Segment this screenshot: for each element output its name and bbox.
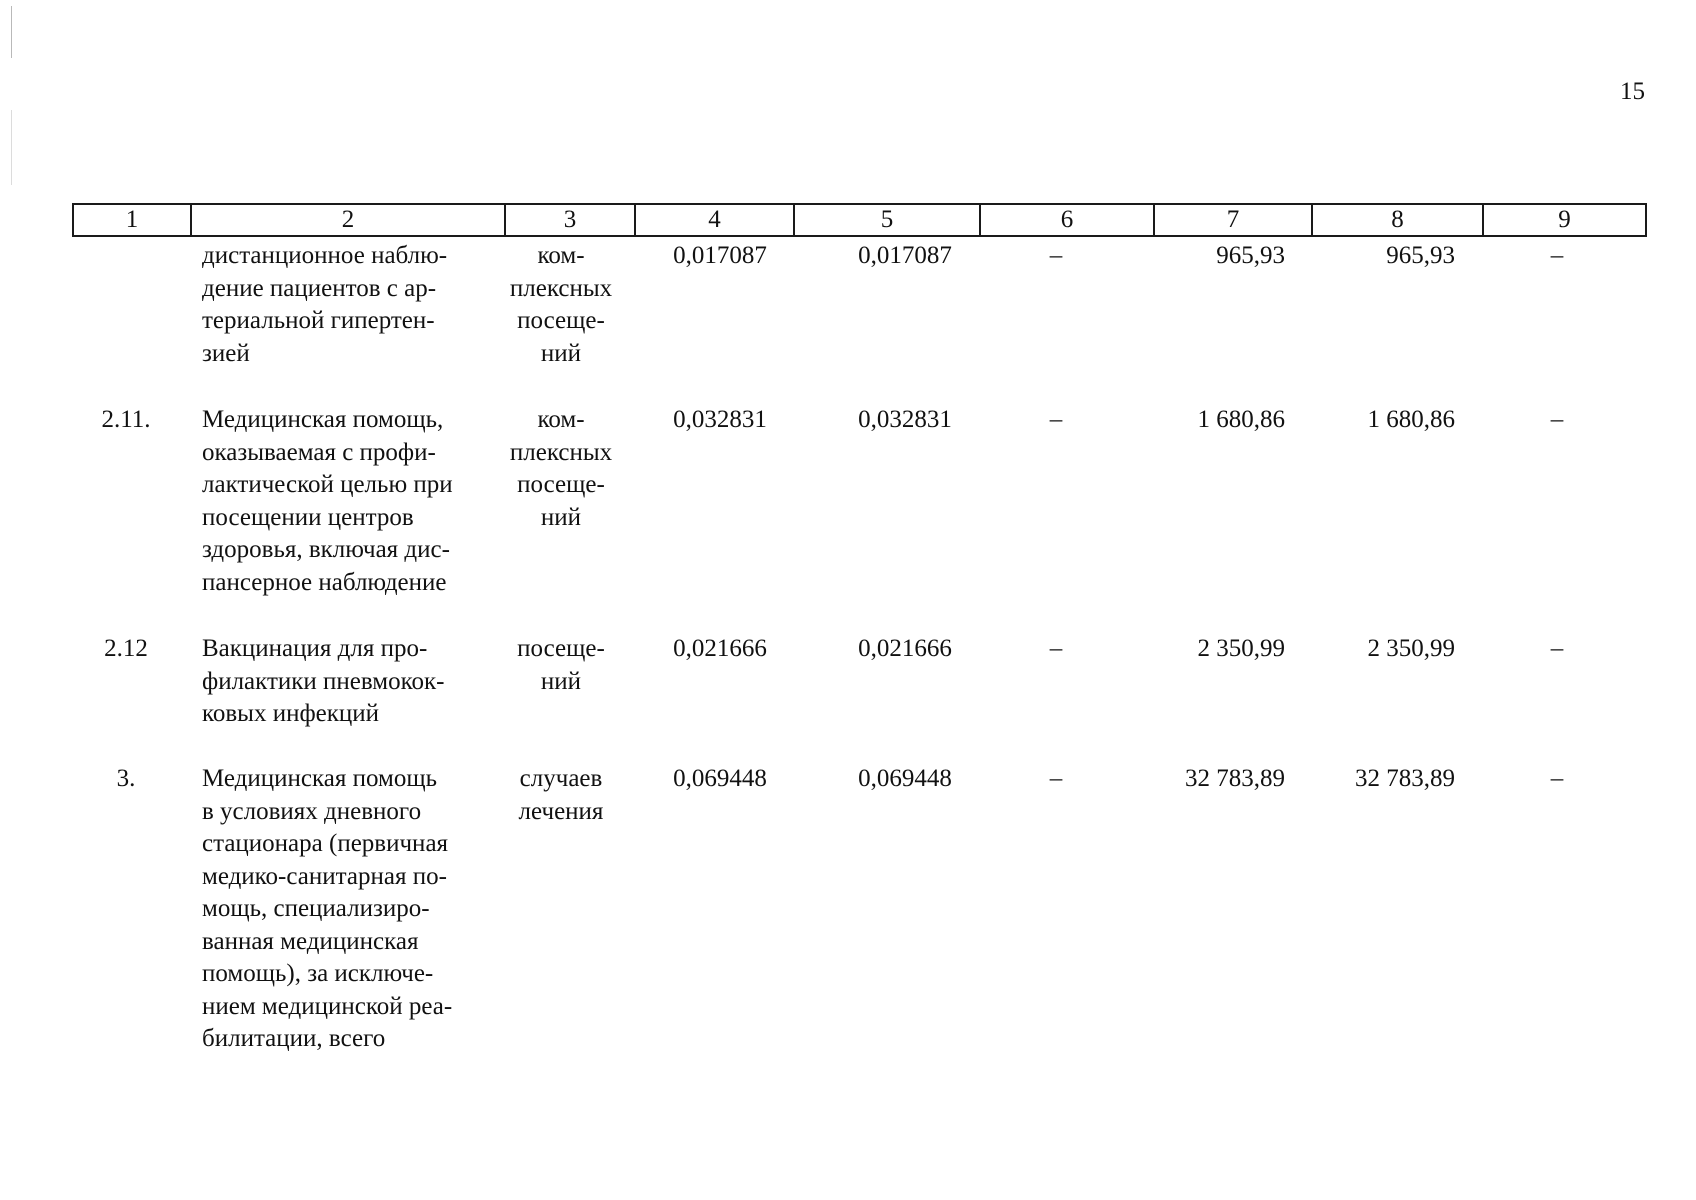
row-value-col6: – — [1049, 635, 1063, 662]
row-value-col8: 965,93 — [1386, 242, 1455, 269]
column-number-9: 9 — [1483, 204, 1646, 236]
scan-margin-mark — [11, 6, 12, 58]
row-value-col5: 0,069448 — [858, 765, 952, 792]
row-value-col7: 1 680,86 — [1197, 406, 1285, 433]
column-number-6: 6 — [980, 204, 1154, 236]
row-unit: посеще- ний — [517, 635, 605, 695]
row-description: Медицинская помощь в условиях дневного стационара (первичная медико-санитарная по- мощь, специализиро- ванная медицинская помощь), за исключе- нием медицинской реа- билитации, всего — [202, 765, 453, 1052]
row-description: дистанционное наблю- дение пациентов с ар- териальной гипертен- зией — [202, 242, 448, 367]
row-value-col4: 0,017087 — [673, 242, 767, 269]
column-number-8: 8 — [1312, 204, 1483, 236]
page-number: 15 — [1620, 78, 1645, 105]
column-number-7: 7 — [1154, 204, 1312, 236]
column-number-2: 2 — [191, 204, 505, 236]
row-value-col4: 0,021666 — [673, 635, 767, 662]
row-value-col6: – — [1049, 242, 1063, 269]
scan-margin-mark — [11, 110, 12, 185]
row-unit: ком- плексных посеще- ний — [509, 242, 613, 367]
row-value-col7: 32 783,89 — [1185, 765, 1285, 792]
row-value-col9: – — [1550, 406, 1564, 433]
row-value-col7: 2 350,99 — [1197, 635, 1285, 662]
row-value-col5: 0,017087 — [858, 242, 952, 269]
row-value-col6: – — [1049, 765, 1063, 792]
row-number: 2.11. — [101, 406, 151, 433]
row-value-col9: – — [1550, 635, 1564, 662]
column-number-3: 3 — [505, 204, 635, 236]
row-value-col8: 32 783,89 — [1355, 765, 1455, 792]
column-number-4: 4 — [635, 204, 794, 236]
row-number: 2.12 — [104, 635, 148, 662]
column-number-header — [72, 203, 1647, 237]
row-description: Вакцинация для про- филактики пневмокок- ковых инфекций — [202, 635, 445, 727]
row-value-col7: 965,93 — [1216, 242, 1285, 269]
row-value-col8: 1 680,86 — [1367, 406, 1455, 433]
row-number: 3. — [116, 765, 136, 792]
column-number-1: 1 — [73, 204, 191, 236]
row-value-col4: 0,069448 — [673, 765, 767, 792]
row-unit: случаев лечения — [518, 765, 604, 825]
row-value-col6: – — [1049, 406, 1063, 433]
row-value-col8: 2 350,99 — [1367, 635, 1455, 662]
row-value-col9: – — [1550, 765, 1564, 792]
row-value-col5: 0,021666 — [858, 635, 952, 662]
column-number-5: 5 — [794, 204, 980, 236]
row-unit: ком- плексных посеще- ний — [509, 406, 613, 531]
row-value-col4: 0,032831 — [673, 406, 767, 433]
row-value-col9: – — [1550, 242, 1564, 269]
row-value-col5: 0,032831 — [858, 406, 952, 433]
row-description: Медицинская помощь, оказываемая с профи- лактической целью при посещении центров здоровья, включая дис- пансерное наблюдение — [202, 406, 453, 596]
